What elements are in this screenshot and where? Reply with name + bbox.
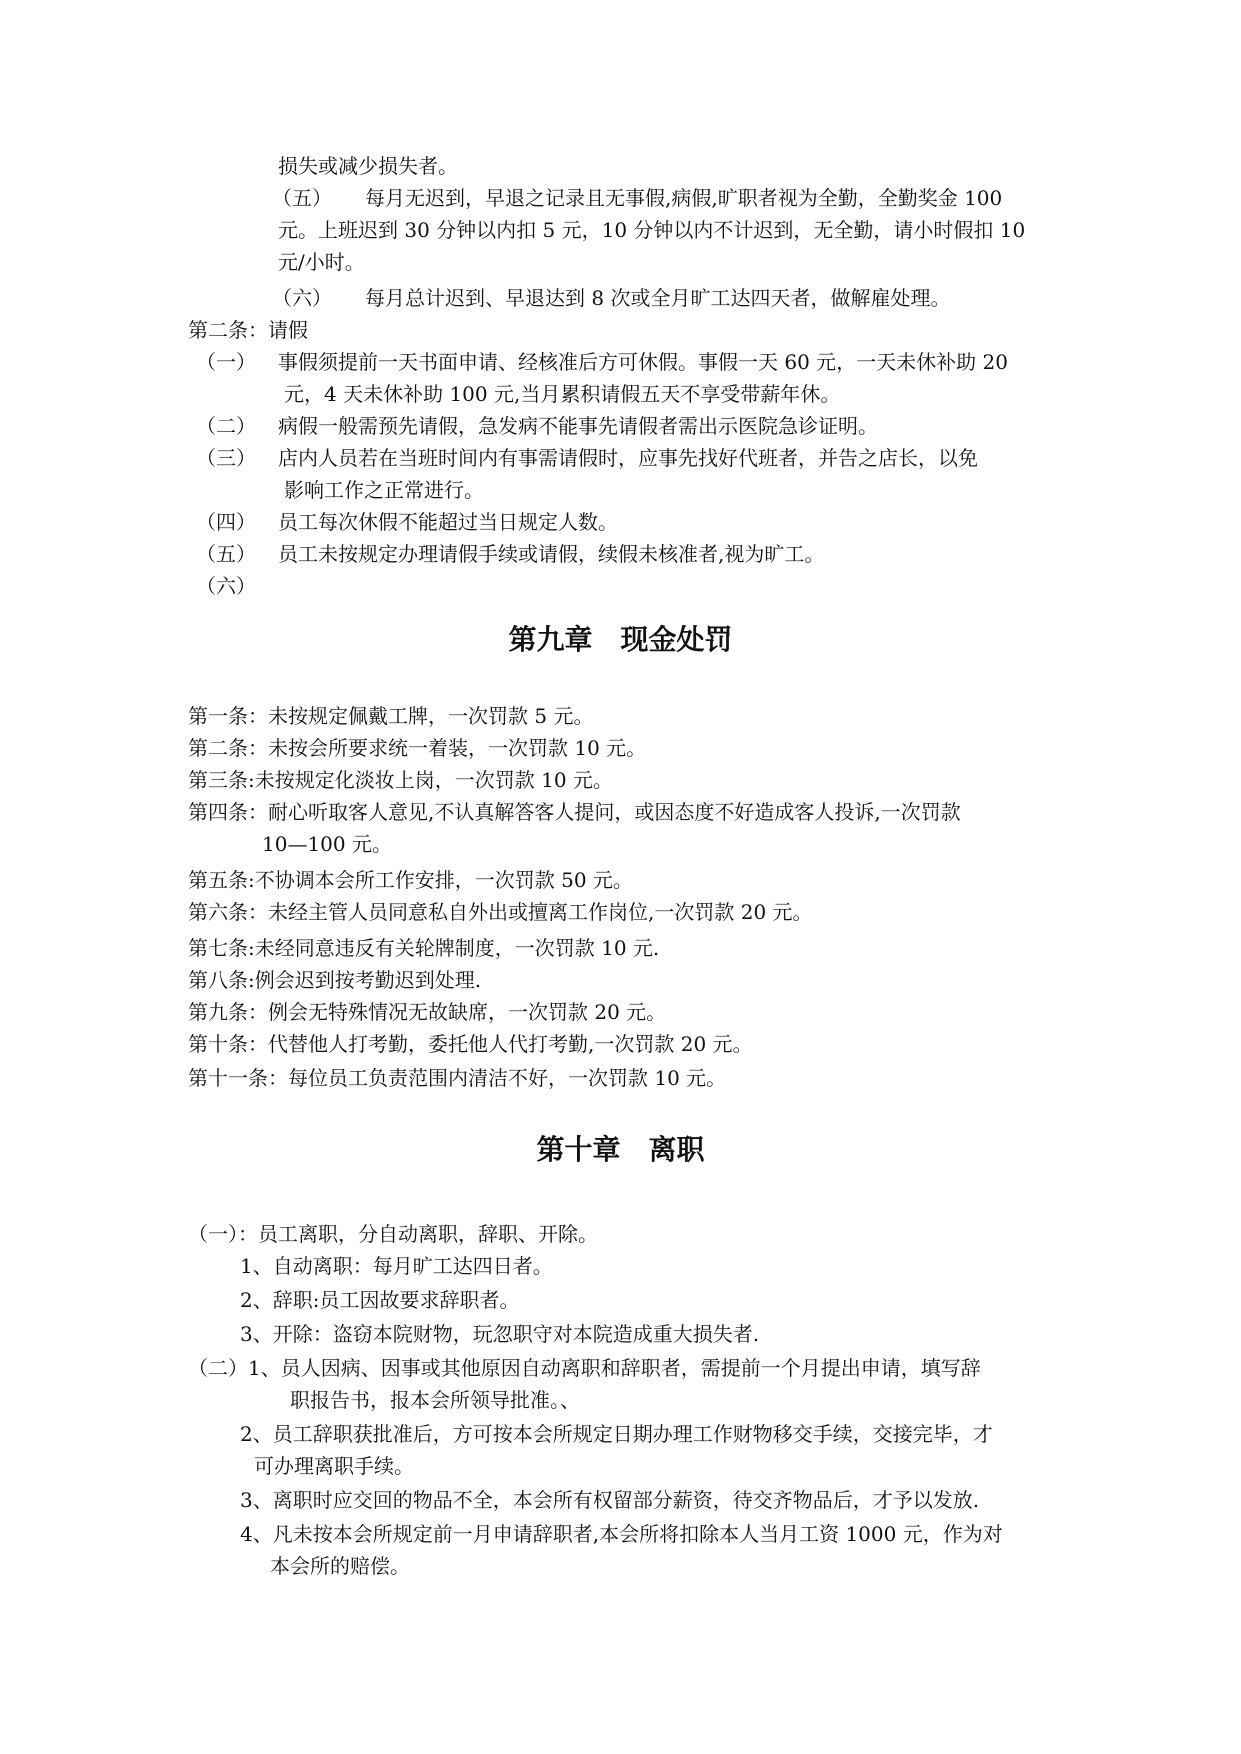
article-2-leave-title: 第二条：请假 (188, 318, 308, 342)
resign-section-1-item-3: 3、开除：盗窃本院财物，玩忽职守对本院造成重大损失者. (240, 1322, 760, 1346)
chapter-10-heading: 第十章 离职 (536, 1133, 705, 1166)
resign-section-2-item-1: （二）1、员人因病、因事或其他原因自动离职和辞职者，需提前一个月提出申请，填写辞 (188, 1356, 981, 1380)
leave-item-4-label: （四） (196, 510, 256, 534)
chapter-9-article-4-cont: 10—100 元。 (262, 832, 392, 856)
resign-section-2-item-2-cont: 可办理离职手续。 (254, 1454, 414, 1478)
leave-item-4-line-1: 员工每次休假不能超过当日规定人数。 (278, 510, 618, 534)
chapter-9-article-3: 第三条:未按规定化淡妆上岗，一次罚款 10 元。 (188, 768, 613, 792)
item-5-line-3: 元/小时。 (278, 250, 365, 274)
chapter-9-article-1: 第一条：未按规定佩戴工牌，一次罚款 5 元。 (188, 704, 594, 728)
resign-section-2-item-4-cont: 本会所的赔偿。 (270, 1554, 410, 1578)
leave-item-1-line-1: 事假须提前一天书面申请、经核准后方可休假。事假一天 60 元，一天未休补助 20 (278, 350, 1008, 374)
leave-item-1-line-2: 元，4 天未休补助 100 元,当月累积请假五天不享受带薪年休。 (284, 382, 841, 406)
leave-item-5-line-1: 员工未按规定办理请假手续或请假，续假未核准者,视为旷工。 (278, 542, 825, 566)
chapter-9-article-2: 第二条：未按会所要求统一着装，一次罚款 10 元。 (188, 736, 647, 760)
chapter-9-article-8: 第八条:例会迟到按考勤迟到处理. (188, 968, 482, 992)
item-5-label: （五） (272, 186, 332, 210)
chapter-9-heading: 第九章 现金处罚 (508, 623, 733, 656)
chapter-9-article-7: 第七条:未经同意违反有关轮牌制度，一次罚款 10 元. (188, 936, 660, 960)
leave-item-2-line-1: 病假一般需预先请假，急发病不能事先请假者需出示医院急诊证明。 (278, 414, 878, 438)
leave-item-3-line-1: 店内人员若在当班时间内有事需请假时，应事先找好代班者，并告之店长，以免 (278, 446, 978, 470)
chapter-9-article-10: 第十条：代替他人打考勤，委托他人代打考勤,一次罚款 20 元。 (188, 1032, 753, 1056)
chapter-9-article-5: 第五条:不协调本会所工作安排，一次罚款 50 元。 (188, 868, 633, 892)
chapter-9-article-11: 第十一条：每位员工负责范围内清洁不好，一次罚款 10 元。 (188, 1066, 727, 1090)
resign-section-1-item-1: 1、自动离职：每月旷工达四日者。 (240, 1254, 553, 1278)
resign-section-2-item-3: 3、离职时应交回的物品不全，本会所有权留部分薪资，待交齐物品后，才予以发放. (240, 1488, 980, 1512)
resign-section-2-item-2: 2、员工辞职获批准后，方可按本会所规定日期办理工作财物移交手续，交接完毕，才 (240, 1422, 993, 1446)
item-4-tail: 损失或减少损失者。 (278, 154, 458, 178)
leave-item-2-label: （二） (196, 414, 256, 438)
item-5-line-1: 每月无迟到，早退之记录且无事假,病假,旷职者视为全勤，全勤奖金 100 (365, 186, 1003, 210)
leave-item-3-label: （三） (196, 446, 256, 470)
item-6-label: （六） (272, 286, 332, 310)
leave-item-6-label: （六） (196, 574, 256, 598)
item-6-text: 每月总计迟到、早退达到 8 次或全月旷工达四天者，做解雇处理。 (365, 286, 951, 310)
resign-section-1-item-2: 2、辞职:员工因故要求辞职者。 (240, 1288, 520, 1312)
chapter-9-article-6: 第六条：未经主管人员同意私自外出或擅离工作岗位,一次罚款 20 元。 (188, 900, 813, 924)
leave-item-1-label: （一） (196, 350, 256, 374)
resign-section-2-item-4: 4、凡未按本会所规定前一月申请辞职者,本会所将扣除本人当月工资 1000 元，作为对 (240, 1522, 1003, 1546)
leave-item-3-line-2: 影响工作之正常进行。 (284, 478, 484, 502)
resign-section-2-item-1-cont: 职报告书，报本会所领导批准。、 (290, 1388, 580, 1412)
chapter-9-article-4: 第四条：耐心听取客人意见,不认真解答客人提问，或因态度不好造成客人投诉,一次罚款 (188, 800, 961, 824)
chapter-9-article-9: 第九条：例会无特殊情况无故缺席，一次罚款 20 元。 (188, 1000, 667, 1024)
item-5-line-2: 元。上班迟到 30 分钟以内扣 5 元，10 分钟以内不计迟到，无全勤，请小时假扣 10 (278, 218, 1026, 242)
leave-item-5-label: （五） (196, 542, 256, 566)
resign-section-1: （一）：员工离职，分自动离职，辞职、开除。 (188, 1222, 598, 1246)
